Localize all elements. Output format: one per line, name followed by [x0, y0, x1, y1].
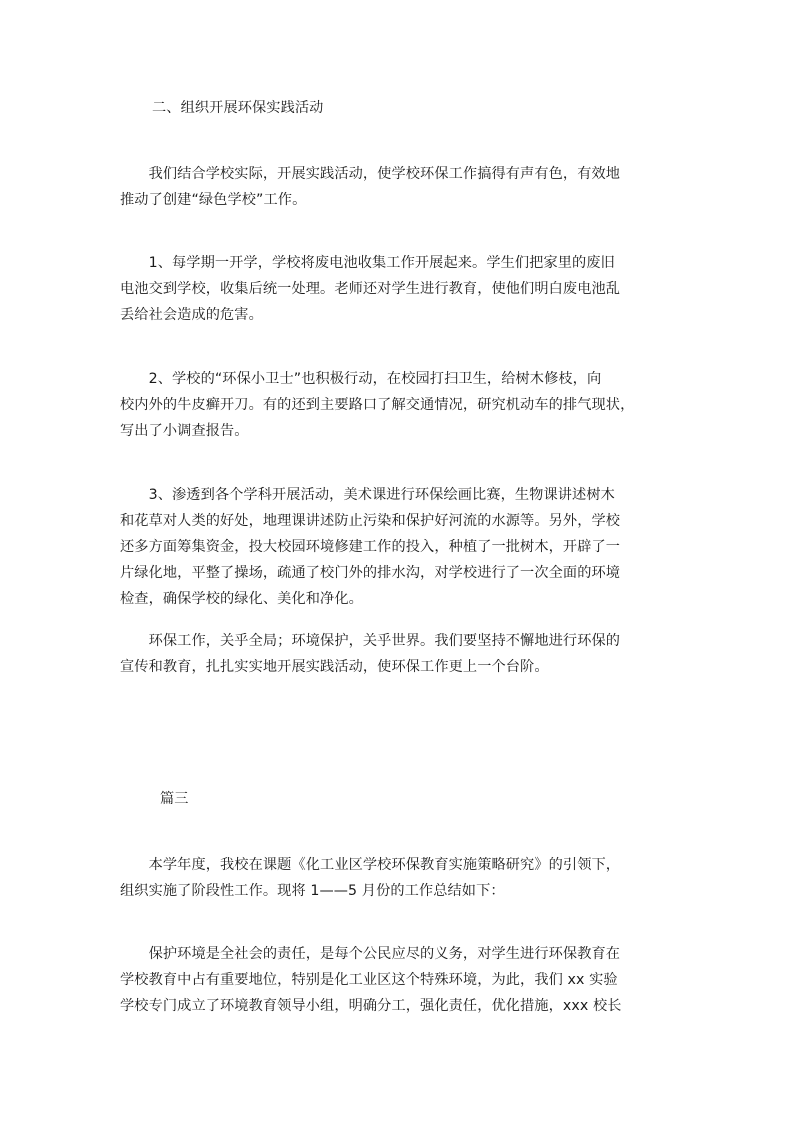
- chapter-heading: 篇三: [160, 791, 189, 807]
- paragraph-line: 学校专门成立了环境教育领导小组，明确分工，强化责任，优化措施，xxx 校长: [120, 998, 622, 1014]
- paragraph-line: 宣传和教育，扎扎实实地开展实践活动，使环保工作更上一个台阶。: [120, 659, 549, 675]
- paragraph-line: 丢给社会造成的危害。: [120, 307, 263, 323]
- section-heading: 二、组织开展环保实践活动: [152, 100, 324, 116]
- paragraph-line: 检查，确保学校的绿化、美化和净化。: [120, 591, 363, 607]
- paragraph-line: 组织实施了阶段性工作。现将 1——5 月份的工作总结如下：: [120, 883, 505, 899]
- paragraph-line: 学校教育中占有重要地位，特别是化工业区这个特殊环境，为此，我们 xx 实验: [120, 972, 618, 988]
- paragraph-line: 还多方面筹集资金，投大校园环境修建工作的投入，种植了一批树木，开辟了一: [120, 539, 621, 555]
- paragraph-line: 3、渗透到各个学科开展活动，美术课进行环保绘画比赛，生物课讲述树木: [120, 487, 615, 503]
- paragraph-line: 和花草对人类的好处，地理课讲述防止污染和保护好河流的水源等。另外，学校: [120, 513, 621, 529]
- paragraph-line: 电池交到学校，收集后统一处理。老师还对学生进行教育，使他们明白废电池乱: [120, 281, 621, 297]
- paragraph-line: 保护环境是全社会的责任，是每个公民应尽的义务，对学生进行环保教育在: [120, 946, 621, 962]
- paragraph-line: 写出了小调查报告。: [120, 423, 249, 439]
- paragraph-line: 2、学校的“环保小卫士”也积极行动，在校园打扫卫生，给树木修枝，向: [120, 371, 602, 387]
- paragraph-line: 我们结合学校实际，开展实践活动，使学校环保工作搞得有声有色，有效地: [120, 166, 621, 182]
- paragraph-line: 本学年度，我校在课题《化工业区学校环保教育实施策略研究》的引领下，: [120, 857, 621, 873]
- paragraph-line: 校内外的牛皮癣开刀。有的还到主要路口了解交通情况，研究机动车的排气现状，: [120, 397, 635, 413]
- paragraph-line: 推动了创建“绿色学校”工作。: [120, 192, 307, 208]
- paragraph-line: 片绿化地，平整了操场，疏通了校门外的排水沟，对学校进行了一次全面的环境: [120, 565, 621, 581]
- paragraph-line: 环保工作，关乎全局；环境保护，关乎世界。我们要坚持不懈地进行环保的: [120, 633, 621, 649]
- paragraph-line: 1、每学期一开学，学校将废电池收集工作开展起来。学生们把家里的废旧: [120, 255, 615, 271]
